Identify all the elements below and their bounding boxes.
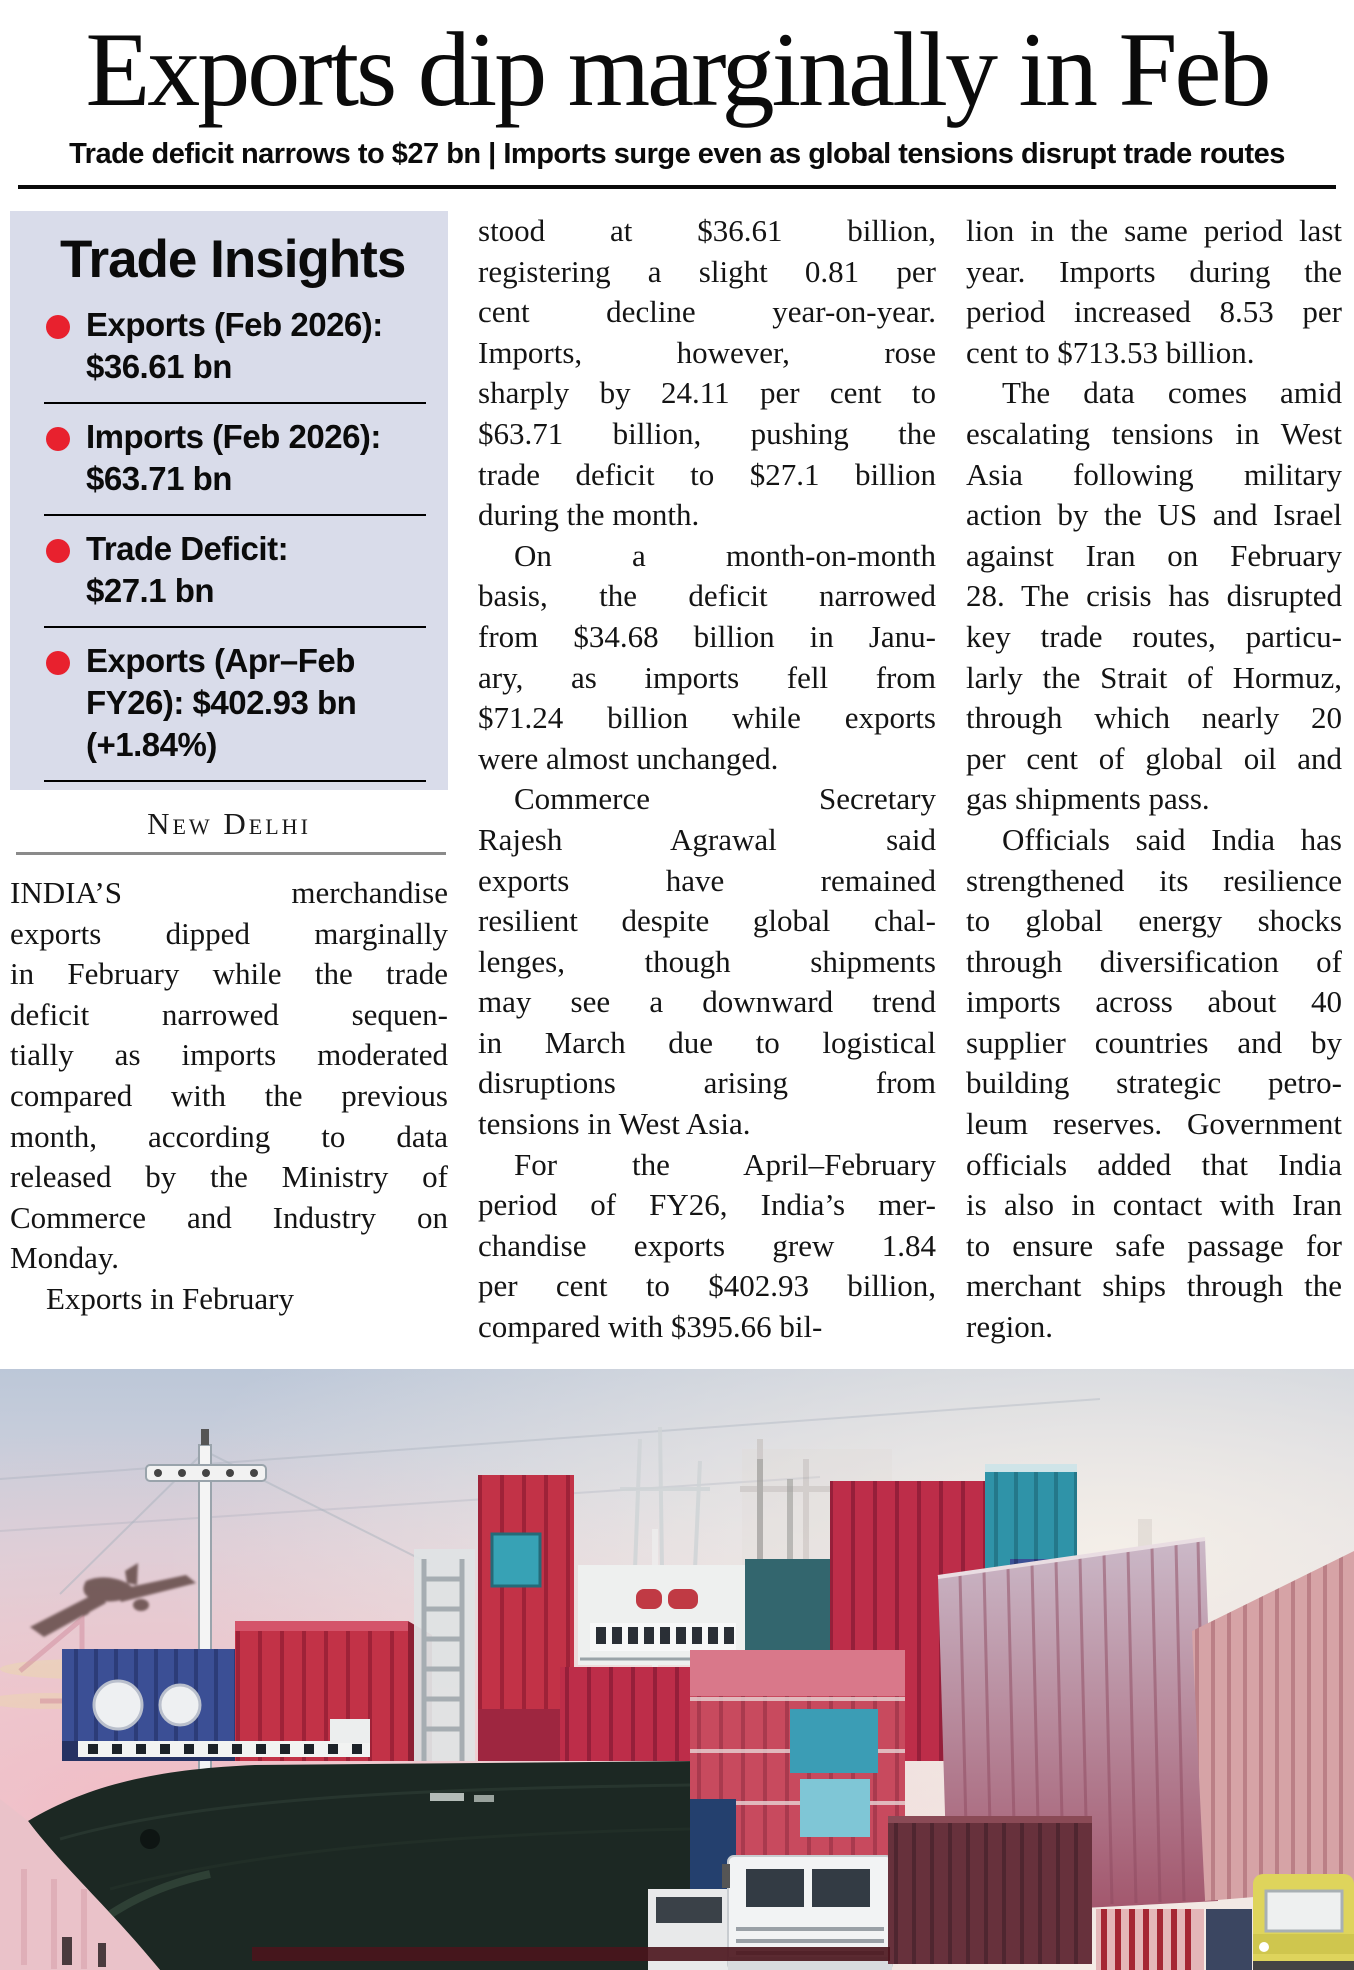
article-line: $63.71 billion, pushing the [478,415,936,451]
article-line: during the month. [478,497,700,533]
article-line: to ensure safe passage for [966,1227,1342,1263]
article-line: Imports, however, rose [478,334,936,370]
article-line: merchant ships through the [966,1268,1342,1304]
article-line: sharply by 24.11 per cent to [478,375,936,411]
article-line: tensions in West Asia. [478,1106,751,1142]
article-line: stood at $36.61 billion, [478,213,936,248]
article-line: building strategic petro- [966,1065,1342,1101]
article-line: gas shipments pass. [966,781,1210,817]
bullet-icon [46,315,70,339]
article-line: deficit narrowed sequen- [10,996,448,1032]
article-line: through diversification of [966,943,1342,979]
article-line: officials added that India [966,1146,1342,1182]
dateline-rule [16,852,446,855]
port-photo [0,1369,1354,1970]
article-text-middle [478,211,936,1348]
article-line: supplier countries and by [966,1024,1342,1060]
bullet-icon [46,651,70,675]
article-line: month, according to data [10,1118,448,1154]
article-line: For the April–February [514,1146,936,1182]
article-line: cent to $713.53 billion. [966,334,1255,370]
article-line: period of FY26, India’s mer- [478,1187,936,1223]
insights-title: Trade Insights [60,230,406,289]
article-line: in February while the trade [10,956,448,992]
article-line: exports dipped marginally [10,915,448,951]
article-line: per cent to $402.93 billion, [478,1268,936,1304]
dateline: New Delhi [147,806,311,841]
article-line: trade deficit to $27.1 billion [478,456,936,492]
article-line: $71.24 billion while exports [478,700,936,736]
article-line: compared with the previous [10,1077,448,1113]
article-line: to global energy shocks [966,903,1342,939]
maroon-truck-container [888,1816,1092,1964]
article-line: is also in contact with Iran [966,1187,1342,1223]
masthead [0,0,1354,189]
insight-item [44,628,426,782]
article-line: tially as imports moderated [10,1037,448,1073]
article-line: disruptions arising from [478,1065,936,1101]
bullet-icon [46,427,70,451]
article-line: Exports in February [46,1280,294,1316]
article-line: released by the Ministry of [10,1159,448,1195]
article-line: larly the Strait of Hormuz, [966,659,1342,695]
bullet-icon [46,539,70,563]
yellow-truck-cab [1253,1874,1354,1970]
article-line: Monday. [10,1240,120,1276]
article-line: lenges, though shipments [478,943,936,979]
article-column-left [10,211,448,1351]
article-line: resilient despite global chal- [478,903,936,939]
article-line: cent decline year-on-year. [478,294,936,330]
insight-text: Trade Deficit: $27.1 bn [86,530,289,609]
article-line: On a month-on-month [514,537,936,573]
insight-text: Exports (Apr–Feb FY26): $402.93 bn (+1.84%) [86,642,357,763]
article-line: imports across about 40 [966,984,1342,1020]
article-column-right [966,211,1342,1351]
article-line: in March due to logistical [478,1024,936,1060]
article-line: exports have remained [478,862,936,898]
article-line: The data comes amid [1002,375,1342,411]
article-line: from $34.68 billion in Janu- [478,618,936,654]
article-line: per cent of global oil and [966,740,1342,776]
article-line: year. Imports during the [966,253,1342,289]
article-line: were almost unchanged. [478,740,779,776]
article-line: Rajesh Agrawal said [478,821,936,857]
article-columns [0,189,1354,1351]
insight-text: Exports (Feb 2026): $36.61 bn [86,306,383,385]
article-line: lion in the same period last [966,213,1342,248]
article-line: may see a downward trend [478,984,936,1020]
article-line: key trade routes, particu- [966,618,1342,654]
article-line: registering a slight 0.81 per [478,253,936,289]
article-line: Commerce Secretary [514,781,936,817]
insights-list [44,292,426,782]
subheadline: Trade deficit narrows to $27 bn | Imports surge even as global tensions disrupt trade routes [69,138,1285,170]
trade-insights-box [10,211,448,790]
article-text-left [10,873,448,1320]
article-line: strengthened its resilience [966,862,1342,898]
article-line: chandise exports grew 1.84 [478,1227,936,1263]
article-line: against Iran on February [966,537,1342,573]
article-line: compared with $395.66 bil- [478,1309,823,1345]
article-line: Asia following military [966,456,1342,492]
article-line: escalating tensions in West [966,415,1342,451]
article-line: period increased 8.53 per [966,294,1342,330]
insight-text: Imports (Feb 2026): $63.71 bn [86,418,381,497]
article-line: ary, as imports fell from [478,659,936,695]
article-line: Officials said India has [1002,821,1342,857]
page-title: Exports dip marginally in Feb [85,11,1269,128]
article-line: leum reserves. Government [966,1106,1342,1142]
article-line: action by the US and Israel [966,497,1342,533]
article-line: region. [966,1309,1053,1345]
article-text-right [966,211,1342,1348]
article-column-middle [478,211,936,1351]
insight-item [44,516,426,628]
article-line: basis, the deficit narrowed [478,578,936,614]
article-line: through which nearly 20 [966,700,1342,736]
insight-item [44,404,426,516]
article-line: INDIA’S merchandise [10,875,448,910]
insight-item [44,292,426,404]
article-line: 28. The crisis has disrupted [966,578,1342,614]
article-line: Commerce and Industry on [10,1199,448,1235]
